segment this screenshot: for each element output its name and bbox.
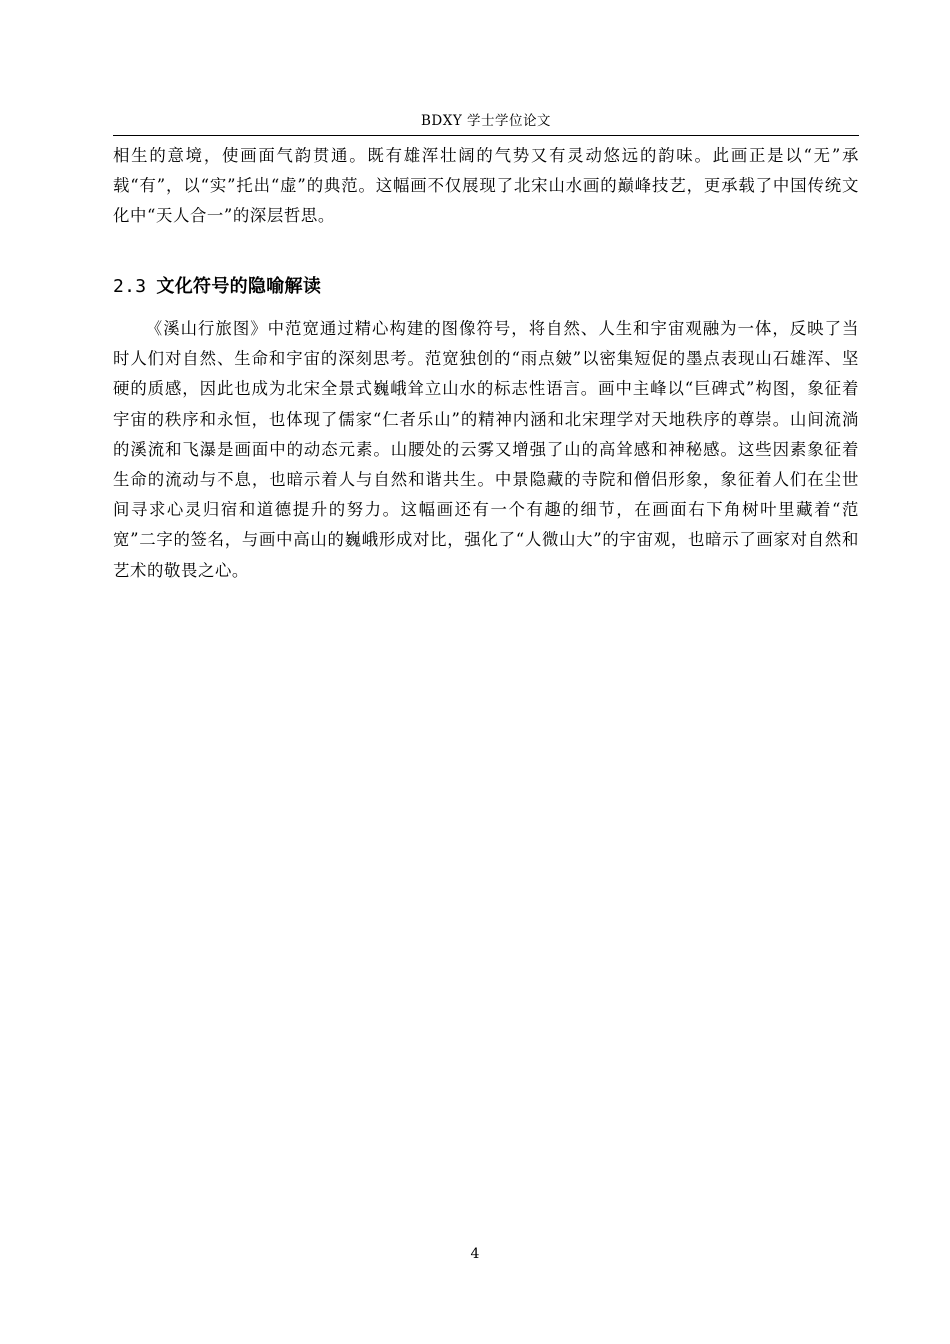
- paragraph-text: 《溪山行旅图》中范宽通过精心构建的图像符号，将自然、人生和宇宙观融为一体，反映了当时人们对自然、生命和宇宙的深刻思考。范宽独创的“雨点皴”以密集短促的墨点表现山石雄浑、坚硬的质感，因此也成为北宋全景式巍峨耸立山水的标志性语言。画中主峰以“巨碑式”构图，象征着宇宙的秩序和永恒，也体现了儒家“仁者乐山”的精神内涵和北宋理学对天地秩序的尊崇。山间流淌的溪流和飞瀑是画面中的动态元素。山腰处的云雾又增强了山的高耸感和神秘感。这些因素象征着生命的流动与不息，也暗示着人与自然和谐共生。中景隐藏的寺院和僧侣形象，象征着人们在尘世间寻求心灵归宿和道德提升的努力。这幅画还有一个有趣的细节，在画面右下角树叶里藏着“范宽”二字的签名，与画中高山的巍峨形成对比，强化了“人微山大”的宇宙观，也暗示了画家对自然和艺术的敬畏之心。: [113, 319, 859, 580]
- page-header: [113, 113, 859, 136]
- body-paragraph-section: [113, 314, 859, 586]
- section-number: 2.3: [113, 276, 147, 297]
- section-heading: [113, 273, 321, 301]
- header-title: BDXY 学士学位论文: [420, 113, 552, 129]
- page-number: 4: [470, 1246, 480, 1262]
- body-paragraph-continued: [113, 141, 859, 232]
- paragraph-text: 相生的意境，使画面气韵贯通。既有雄浑壮阔的气势又有灵动悠远的韵味。此画正是以“无”承载“有”，以“实”托出“虚”的典范。这幅画不仅展现了北宋山水画的巅峰技艺，更承载了中国传统文化中“天人合一”的深层哲思。: [113, 146, 859, 226]
- section-title: 文化符号的隐喻解读: [156, 276, 322, 297]
